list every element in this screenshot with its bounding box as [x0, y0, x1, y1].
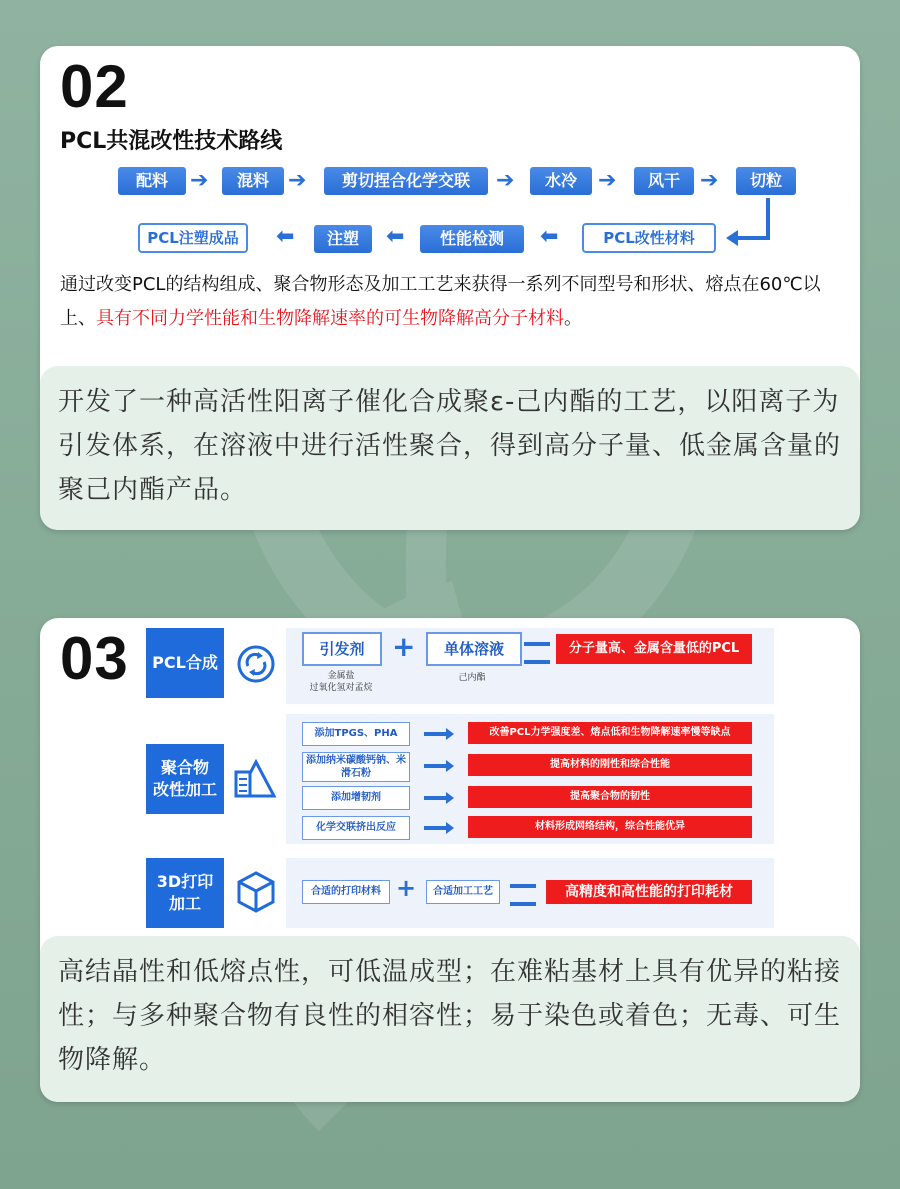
arrow-right-icon: ➔	[190, 168, 209, 193]
processing-output-1: 改善PCL力学强度差、熔点低和生物降解速率慢等缺点	[468, 722, 752, 744]
arrow-right-icon	[424, 796, 448, 800]
synthesis-result: 分子量高、金属含量低的PCL	[556, 634, 752, 664]
note-box	[40, 936, 860, 1102]
section-number: 02	[60, 53, 129, 120]
flow-step-4: 水冷	[530, 167, 592, 195]
plus-icon: +	[396, 874, 417, 902]
section-number: 03	[60, 625, 129, 692]
processing-input-1: 添加TPGS、PHA	[302, 722, 410, 746]
processing-output-4: 材料形成网络结构，综合性能优异	[468, 816, 752, 838]
arrow-right-icon	[424, 764, 448, 768]
arrow-right-icon: ➔	[288, 168, 307, 193]
flow-step-testing: 性能检测	[420, 225, 524, 253]
turn-arrow-icon	[724, 198, 774, 246]
processing-input-3: 添加增韧剂	[302, 786, 410, 810]
flow-step-molding: 注塑	[314, 225, 372, 253]
arrow-left-icon: ⬅	[276, 224, 295, 249]
highlight-text: 具有不同力学性能和生物降解速率的可生物降解高分子材料	[96, 308, 564, 329]
processing-output-2: 提高材料的刚性和综合性能	[468, 754, 752, 776]
arrow-right-icon	[424, 826, 448, 830]
flow-step-2: 混料	[222, 167, 284, 195]
flask-icon	[234, 758, 278, 800]
printing-result: 高精度和高性能的打印耗材	[546, 880, 752, 904]
flow-step-5: 风干	[634, 167, 694, 195]
section-02-card	[40, 46, 860, 530]
initiator-box: 引发剂	[302, 632, 382, 666]
initiator-subtext: 金属盐 过氧化氢对孟烷	[309, 671, 373, 693]
note-text: 开发了一种高活性阳离子催化合成聚ε-己内酯的工艺，以阳离子为引发体系，在溶液中进行活性聚合，得到高分子量、低金属含量的聚己内酯产品。	[58, 387, 842, 505]
description-paragraph: 通过改变PCL的结构组成、聚合物形态及加工工艺来获得一系列不同型号和形状、熔点在60℃以上、具有不同力学性能和生物降解速率的可生物降解高分子材料。	[60, 274, 821, 329]
plus-icon: +	[392, 630, 416, 663]
flow-step-6: 切粒	[736, 167, 796, 195]
section-title: PCL共混改性技术路线	[60, 129, 283, 154]
label-3d-printing: 3D打印 加工	[146, 858, 224, 928]
processing-input-2: 添加纳米碳酸钙钠、米滑石粉	[302, 752, 410, 782]
printing-process-box: 合适加工工艺	[426, 880, 500, 904]
note-text: 高结晶性和低熔点性，可低温成型；在难粘基材上具有优异的粘接性；与多种聚合物有良性的相容性；易于染色或着色；无毒、可生物降解。	[58, 957, 842, 1075]
printing-material-box: 合适的打印材料	[302, 880, 390, 904]
flow-step-product: PCL注塑成品	[138, 223, 248, 253]
processing-output-3: 提高聚合物的韧性	[468, 786, 752, 808]
note-box	[40, 366, 860, 530]
equals-icon	[510, 884, 536, 906]
section-03-card	[40, 618, 860, 1102]
arrow-right-icon: ➔	[496, 168, 515, 193]
monomer-subtext: 己内酯	[458, 673, 486, 683]
arrow-right-icon: ➔	[700, 168, 719, 193]
monomer-box: 单体溶液	[426, 632, 522, 666]
processing-input-4: 化学交联挤出反应	[302, 816, 410, 840]
arrow-right-icon: ➔	[598, 168, 617, 193]
flow-step-3: 剪切捏合化学交联	[324, 167, 488, 195]
arrow-left-icon: ⬅	[540, 224, 559, 249]
flow-step-modified-material: PCL改性材料	[582, 223, 716, 253]
cycle-icon	[236, 644, 276, 684]
cube-icon	[236, 870, 276, 914]
label-pcl-synthesis: PCL合成	[146, 628, 224, 698]
arrow-left-icon: ⬅	[386, 224, 405, 249]
flow-step-1: 配料	[118, 167, 186, 195]
equals-icon	[524, 642, 550, 664]
arrow-right-icon	[424, 732, 448, 736]
label-polymer-processing: 聚合物 改性加工	[146, 744, 224, 814]
